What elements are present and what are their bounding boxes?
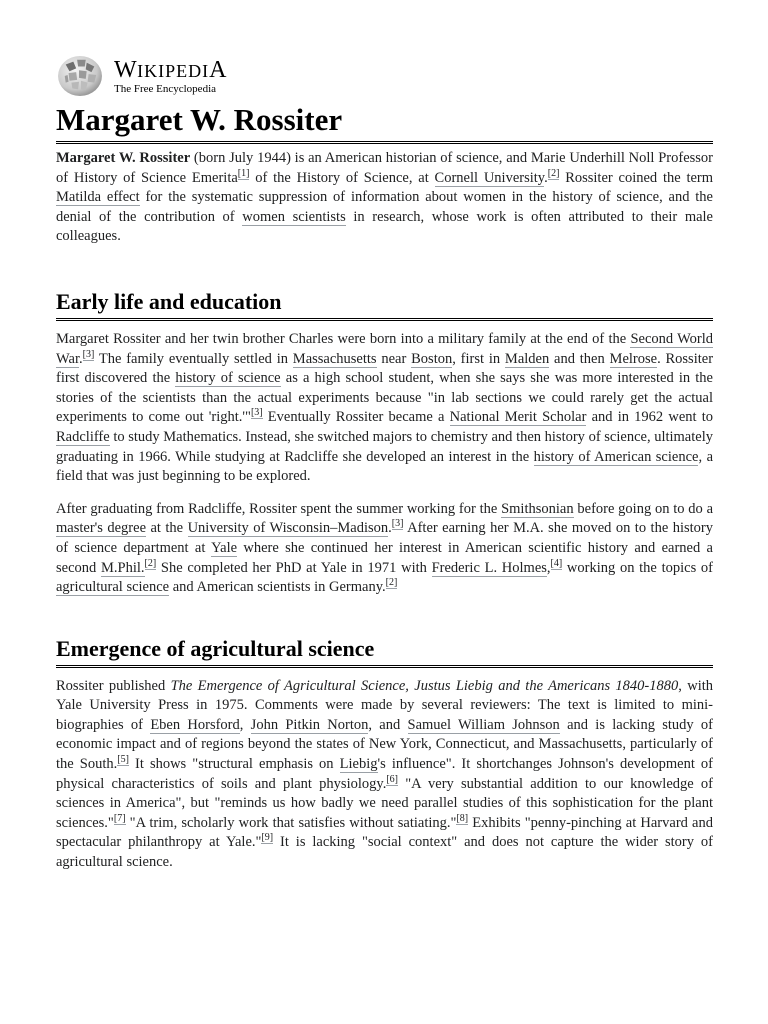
- section-early-life: [56, 288, 713, 598]
- text: . Rossiter first discovered the: [56, 350, 714, 387]
- link-smithsonian[interactable]: Smithsonian: [501, 500, 574, 517]
- link-second-world-war[interactable]: Second World War: [56, 330, 713, 367]
- book-title: The Emergence of Agricultural Science, Justus Liebig and the Americans 1840-1880: [170, 677, 679, 694]
- text: Rossiter published: [56, 677, 171, 694]
- text: After graduating from Radcliffe, Rossiter spent the summer working for the: [56, 500, 502, 517]
- text: and is lacking study of economic impact and of regions beyond the states of New York, Connecticut, and Massachusetts, particularly of the South.: [56, 716, 714, 773]
- link-samuel-william-johnson[interactable]: Samuel William Johnson: [407, 716, 560, 733]
- text: Rossiter coined the term: [559, 169, 714, 186]
- link-malden[interactable]: Malden: [504, 350, 550, 367]
- text: , first in: [452, 350, 505, 367]
- link-melrose[interactable]: Melrose: [609, 350, 658, 367]
- ref-link[interactable]: [6]: [386, 773, 398, 785]
- wordmark-name: [114, 58, 227, 82]
- text: of the History of Science, at: [249, 169, 435, 186]
- emergence-paragraph-1: [56, 677, 713, 873]
- text: and then: [549, 350, 610, 367]
- wikipedia-globe-logo[interactable]: [56, 55, 104, 97]
- text: It shows "structural emphasis on: [128, 756, 340, 773]
- link-eben-horsford[interactable]: Eben Horsford: [150, 716, 240, 733]
- text: and in 1962 went to: [586, 409, 713, 426]
- text: to study Mathematics. Instead, she switched majors to chemistry and then history of science, ultimately graduating in 1966. While studying at Radcliffe she developed an interest in the: [56, 428, 713, 465]
- link-mphil[interactable]: M.Phil.: [100, 559, 145, 576]
- text: as a high school student, when she says she was more interested in the stories of the scientists than the actual experiments because "in lab sections we could rarely get the actual experiments to come out 'right.'": [56, 370, 713, 426]
- ref-link[interactable]: [4]: [550, 557, 563, 569]
- link-john-pitkin-norton[interactable]: John Pitkin Norton: [250, 716, 369, 733]
- text: , with Yale University Press in 1975. Comments were made by several reviewers: The text is limited to mini-biographies of: [56, 677, 713, 733]
- text: .: [388, 520, 392, 537]
- link-agricultural-science[interactable]: agricultural science: [56, 579, 170, 596]
- text: at the: [146, 520, 188, 537]
- text: After earning her M.A. she moved on to the history of science department at: [56, 520, 713, 556]
- ref-link[interactable]: [3]: [82, 348, 95, 360]
- link-masters-degree[interactable]: master's degree: [56, 520, 146, 537]
- wikipedia-wordmark[interactable]: [114, 58, 227, 95]
- ref-link[interactable]: [5]: [117, 754, 129, 766]
- ref-link[interactable]: [3]: [391, 518, 404, 530]
- link-matilda-effect[interactable]: Matilda effect: [56, 189, 140, 206]
- text: 's influence". It shortchanges Johnson's development of physical characteristics of soils and plant physiology.: [56, 756, 714, 792]
- early-paragraph-1: [56, 330, 713, 487]
- emergence-clip: [56, 677, 714, 871]
- wordmark-tagline: The Free Encyclopedia: [114, 82, 217, 95]
- text: ,: [546, 559, 551, 576]
- link-cornell-university[interactable]: Cornell University: [434, 169, 545, 186]
- ref-link[interactable]: [2]: [385, 577, 398, 589]
- text: It is lacking "social context" and does not capture the wider story of agricultural science.: [56, 834, 714, 871]
- text: ,: [239, 716, 251, 733]
- link-massachusetts[interactable]: Massachusetts: [292, 350, 377, 367]
- text: Exhibits "penny-pinching at Harvard and spectacular philanthropy at Yale.": [56, 814, 713, 851]
- text: The family eventually settled in: [94, 350, 293, 367]
- text: (born July 1944) is an American historian of science, and Marie Underhill Noll Professor of History of Science Emerita: [56, 150, 713, 186]
- text: for the systematic suppression of information about women in the history of science, and the denial of the contribution of: [56, 189, 713, 225]
- link-radcliffe[interactable]: Radcliffe: [56, 428, 110, 445]
- site-header: [56, 54, 713, 98]
- page-title: Margaret W. Rossiter: [56, 102, 713, 144]
- text: , and: [368, 716, 408, 733]
- text: , a field that was just beginning to be explored.: [56, 448, 714, 485]
- ref-link[interactable]: [2]: [144, 557, 157, 569]
- ref-link[interactable]: [9]: [261, 832, 274, 844]
- subject-bold: Margaret W. Rossiter: [56, 150, 191, 166]
- link-frederic-holmes[interactable]: Frederic L. Holmes: [431, 559, 547, 576]
- text: in research, whose work is often attributed to their male colleagues.: [56, 208, 713, 245]
- link-women-scientists[interactable]: women scientists: [242, 208, 346, 225]
- ref-link[interactable]: [3]: [250, 407, 263, 419]
- text: Eventually Rossiter became a: [262, 409, 450, 426]
- section-emergence: [56, 635, 714, 871]
- ref-link[interactable]: [7]: [113, 812, 126, 824]
- text: where she continued her interest in American scientific history and earned a second: [56, 539, 713, 576]
- wordmark-name-mid: IKIPEDI: [137, 60, 210, 81]
- text: "A very substantial addition to our knowledge of sciences in America", but "reminds us how badly we need parallel studies of this sophistication for the plant sciences.": [56, 775, 713, 831]
- intro-paragraph: [56, 149, 713, 247]
- early-paragraph-2: [56, 500, 713, 598]
- wordmark-name-first: W: [114, 56, 138, 83]
- text: .: [544, 169, 548, 186]
- article: [56, 54, 714, 871]
- ref-link[interactable]: [2]: [547, 167, 560, 179]
- section-heading: Emergence of agricultural science: [56, 635, 713, 668]
- link-history-of-american-science[interactable]: history of American science: [533, 448, 699, 465]
- text: Margaret Rossiter and her twin brother Charles were born into a military family at the end of the: [56, 330, 631, 347]
- wordmark-name-last: A: [209, 56, 227, 83]
- ref-link[interactable]: [1]: [237, 167, 250, 179]
- section-heading: Early life and education: [56, 288, 713, 321]
- text: near: [376, 350, 412, 367]
- link-yale[interactable]: Yale: [211, 539, 238, 556]
- link-national-merit-scholar[interactable]: National Merit Scholar: [449, 409, 587, 426]
- link-uw-madison[interactable]: University of Wisconsin–Madison: [187, 520, 389, 537]
- text: before going on to do a: [573, 500, 714, 517]
- text: working on the topics of: [562, 559, 713, 576]
- text: "A trim, scholarly work that satisfies without satiating.": [125, 814, 457, 831]
- link-boston[interactable]: Boston: [411, 350, 453, 367]
- link-history-of-science[interactable]: history of science: [175, 370, 281, 387]
- text: and American scientists in Germany.: [169, 579, 386, 596]
- ref-link[interactable]: [8]: [456, 812, 469, 824]
- link-liebig[interactable]: Liebig: [339, 756, 378, 773]
- text: She completed her PhD at Yale in 1971 with: [156, 559, 432, 576]
- text: .: [79, 350, 83, 367]
